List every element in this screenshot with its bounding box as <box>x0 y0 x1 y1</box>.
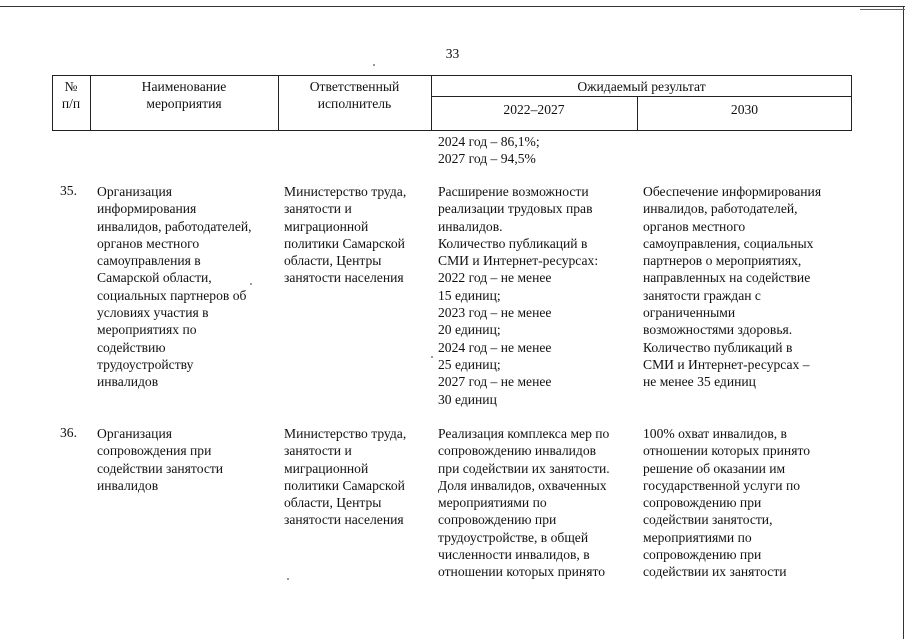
cell-line: 100% охват инвалидов, в <box>643 426 787 441</box>
row-35-name <box>97 183 252 391</box>
cell-line: не менее 35 единиц <box>643 374 756 390</box>
cell-line: сопровождению при <box>643 495 762 511</box>
row-36-result-2022-2027 <box>438 425 610 581</box>
header-period-b: 2030 <box>730 102 759 117</box>
cell-line: Министерство труда, <box>284 184 407 199</box>
cell-line: мероприятиях по <box>97 322 197 338</box>
cell-line: отношении которых принято <box>438 564 606 580</box>
cell-line: сопровождению инвалидов <box>438 443 597 459</box>
cell-line: политики Самарской <box>284 477 405 493</box>
cell-line: инвалидов <box>97 374 159 390</box>
cell-line: численности инвалидов, в <box>438 547 590 563</box>
scan-speck <box>250 283 252 285</box>
header-resp-line2: исполнитель <box>317 96 392 111</box>
cell-line: 20 единиц; <box>438 322 501 338</box>
cell-line: 25 единиц; <box>438 356 501 372</box>
cell-line: 2023 год – не менее <box>438 305 552 321</box>
cell-line: 15 единиц; <box>438 287 501 303</box>
cell-line: 2024 год – 86,1%; <box>438 134 540 149</box>
cell-line: информирования <box>97 201 197 217</box>
header-subdivider <box>431 96 852 97</box>
header-num-line2: п/п <box>61 96 81 111</box>
cell-line: Самарской области, <box>97 270 212 286</box>
cell-line: Организация <box>97 426 172 441</box>
row-36-name <box>97 425 223 494</box>
cell-line: самоуправления, социальных <box>643 235 814 251</box>
cell-line: Количество публикаций в <box>438 235 588 251</box>
header-resp-line1: Ответственный <box>309 79 400 94</box>
cell-line: занятости граждан с <box>643 287 761 303</box>
page-number: 33 <box>445 46 460 61</box>
header-bottom-border <box>52 130 852 131</box>
cell-line: Организация <box>97 184 172 199</box>
cell-line: возможностями здоровья. <box>643 322 793 338</box>
row-36-number: 36. <box>60 425 77 440</box>
cell-line: мероприятиями по <box>643 529 752 545</box>
row-35-result-2022-2027 <box>438 183 598 408</box>
cell-line: трудоустройстве, в общей <box>438 529 589 545</box>
cell-line: 2027 год – 94,5% <box>438 151 536 167</box>
table-header <box>52 75 852 131</box>
cell-line: 2027 год – не менее <box>438 374 552 390</box>
cell-line: сопровождению при <box>643 547 762 563</box>
cell-line: органов местного <box>97 235 200 251</box>
cell-line: инвалидов, работодателей, <box>643 201 798 217</box>
cell-line: 30 единиц <box>438 391 497 407</box>
scan-edge-top-right-tick <box>860 9 905 10</box>
cell-line: сопровождения при <box>97 443 212 459</box>
row-35-result-2030 <box>643 183 821 391</box>
cell-line: миграционной <box>284 460 369 476</box>
cell-line: трудоустройству <box>97 356 194 372</box>
cell-line: 2024 год – не менее <box>438 339 552 355</box>
cell-line: занятости населения <box>284 512 404 528</box>
cell-line: направленных на содействие <box>643 270 811 286</box>
header-name-line1: Наименование <box>141 79 227 94</box>
cell-line: отношении которых принято <box>643 443 811 459</box>
header-num <box>52 78 90 112</box>
cell-line: содействии занятости <box>97 460 224 476</box>
cell-line: партнеров о мероприятиях, <box>643 253 802 269</box>
cell-line: Расширение возможности <box>438 184 589 199</box>
cell-line: Министерство труда, <box>284 426 407 441</box>
cell-line: политики Самарской <box>284 235 405 251</box>
cell-line: Реализация комплекса мер по <box>438 426 610 441</box>
cell-line: содействии их занятости <box>643 564 787 580</box>
cell-line: инвалидов <box>97 477 159 493</box>
header-top-border <box>52 75 852 76</box>
scan-edge-top <box>0 6 905 7</box>
cell-line: СМИ и Интернет-ресурсах: <box>438 253 599 269</box>
continuation-result <box>438 133 540 168</box>
row-36-result-2030 <box>643 425 810 581</box>
cell-line: Количество публикаций в <box>643 339 793 355</box>
header-name <box>90 78 278 112</box>
cell-line: решение об оказании им <box>643 460 786 476</box>
row-35-number: 35. <box>60 183 77 198</box>
header-num-line1: № <box>64 79 78 94</box>
cell-line: реализации трудовых прав <box>438 201 593 217</box>
cell-line: занятости и <box>284 443 352 459</box>
cell-line: при содействии их занятости. <box>438 460 610 476</box>
cell-line: сопровождению при <box>438 512 557 528</box>
cell-line: инвалидов, работодателей, <box>97 218 252 234</box>
scan-speck <box>373 64 375 66</box>
cell-line: государственной услуги по <box>643 477 801 493</box>
cell-line: занятости населения <box>284 270 404 286</box>
cell-line: условиях участия в <box>97 305 209 321</box>
cell-line: области, Центры <box>284 253 382 269</box>
scan-edge-right <box>903 6 904 639</box>
cell-line: занятости и <box>284 201 352 217</box>
cell-line: содействии занятости, <box>643 512 773 528</box>
header-period-a: 2022–2027 <box>503 102 565 117</box>
cell-line: самоуправления в <box>97 253 201 269</box>
header-responsible <box>278 78 431 112</box>
cell-line: миграционной <box>284 218 369 234</box>
cell-line: Доля инвалидов, охваченных <box>438 477 607 493</box>
scan-speck <box>287 578 289 580</box>
row-35-responsible <box>284 183 406 287</box>
cell-line: содействию <box>97 339 166 355</box>
cell-line: инвалидов. <box>438 218 503 234</box>
scan-speck <box>431 356 433 358</box>
row-36-responsible <box>284 425 406 529</box>
cell-line: Обеспечение информирования <box>643 184 822 199</box>
cell-line: области, Центры <box>284 495 382 511</box>
cell-line: ограниченными <box>643 305 736 321</box>
cell-line: мероприятиями по <box>438 495 547 511</box>
header-expected-result: Ожидаемый результат <box>577 79 706 94</box>
cell-line: СМИ и Интернет-ресурсах – <box>643 356 810 372</box>
cell-line: органов местного <box>643 218 746 234</box>
header-name-line2: мероприятия <box>146 96 222 111</box>
cell-line: 2022 год – не менее <box>438 270 552 286</box>
cell-line: социальных партнеров об <box>97 287 247 303</box>
